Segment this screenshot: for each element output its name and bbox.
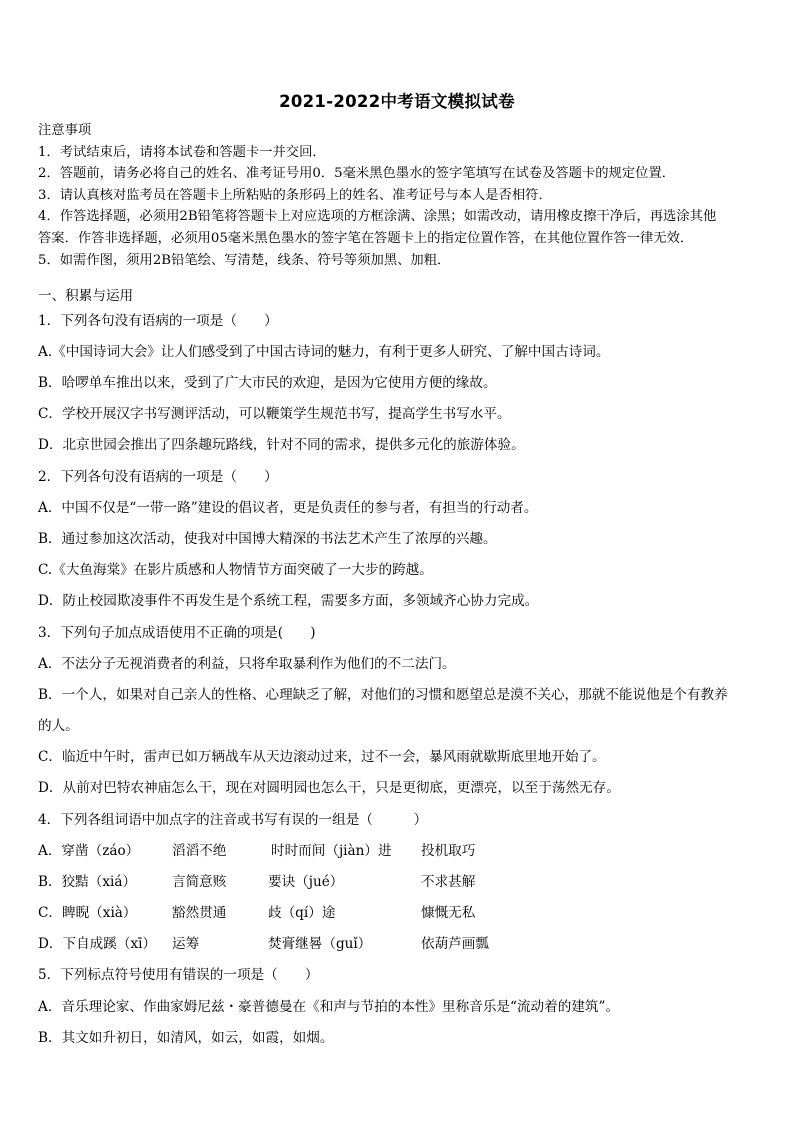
option-word: 运筹 [172,936,200,952]
option-word: 焚膏继晷（guǐ） [268,936,372,952]
option-word: B．狡黠（xiá） [38,874,137,890]
notice-block [38,120,768,271]
option-word: 豁然贯通 [172,905,227,921]
option-word: 要诀（jué） [268,874,344,890]
option-word: 时时而间（jiàn）进 [271,843,392,859]
section-heading: 一、积累与运用 [38,288,134,304]
question-2-option-a: A．中国不仅是“一带一路”建设的倡议者，更是负责任的参与者，有担当的行动者。 [38,500,538,516]
question-2-stem: 2．下列各句没有语病的一项是（ ） [38,469,278,485]
notice-item: 答案．作答非选择题，必须用05毫米黑色墨水的签字笔在答题卡上的指定位置作答，在其他位置作答一律无效． [38,230,694,246]
question-1-option-b: B．哈啰单车推出以来，受到了广大市民的欢迎，是因为它使用方便的缘故。 [38,375,497,391]
exam-title: 2021-2022中考语文模拟试卷 [279,92,515,111]
question-2-option-b: B．通过参加这次活动，使我对中国博大精深的书法艺术产生了浓厚的兴趣。 [38,531,497,547]
option-word: 依葫芦画瓢 [421,936,489,952]
question-1-option-d: D．北京世园会推出了四条趣玩路线，针对不同的需求，提供多元化的旅游体验。 [38,437,525,453]
question-1-option-a: A.《中国诗词大会》让人们感受到了中国古诗词的魅力，有利于更多人研究、了解中国古诗词。 [38,344,610,360]
question-5-stem: 5．下列标点符号使用有错误的一项是（ ） [38,967,319,983]
option-word: 慷慨无私 [421,905,476,921]
question-1-option-c: C．学校开展汉字书写测评活动，可以鞭策学生规范书写，提高学生书写水平。 [38,406,511,422]
question-3-option-b: B．一个人，如果对自己亲人的性格、心理缺乏了解，对他们的习惯和愿望总是漠不关心，那就不能说他是个有教养 [38,687,728,703]
question-1-stem: 1．下列各句没有语病的一项是（ ） [38,313,278,329]
question-4-stem: 4．下列各组词语中加点字的注音或书写有误的一组是（ ） [38,812,428,828]
question-3-option-c: C．临近中午时，雷声已如万辆战车从天边滚动过来，过不一会，暴风雨就歇斯底里地开始了。 [38,749,606,765]
option-word: 言简意赅 [172,874,227,890]
option-word: 滔滔不绝 [172,843,227,859]
notice-item: 3．请认真核对监考员在答题卡上所粘贴的条形码上的姓名、准考证号与本人是否相符． [38,187,552,203]
question-3-option-b-continued: 的人。 [38,718,79,734]
question-3-stem: 3．下列句子加点成语使用不正确的项是( ) [38,625,316,641]
question-3-option-d: D．从前对巴特农神庙怎么干，现在对圆明园也怎么干，只是更彻底，更漂亮，以至于荡然无存。 [38,780,620,796]
option-word: 不求甚解 [421,874,476,890]
notice-item: 4．作答选择题，必须用2B铅笔将答题卡上对应选项的方框涂满、涂黑；如需改动，请用橡皮擦干净后，再选涂其他 [38,209,717,225]
question-3-option-a: A．不法分子无视消费者的利益，只将牟取暴利作为他们的不二法门。 [38,656,456,672]
option-word: 投机取巧 [421,843,476,859]
notice-item: 1．考试结束后，请将本试卷和答题卡一并交回． [38,144,326,160]
question-5-option-a: A．音乐理论家、作曲家姆尼兹・豪普德曼在《和声与节拍的本性》里称音乐是“流动着的建筑”。 [38,999,620,1015]
option-word: A．穿凿（záo） [38,843,140,859]
option-word: C．睥睨（xià） [38,905,137,921]
notice-item: 5．如需作图，须用2B铅笔绘、写清楚，线条、符号等须加黑、加粗． [38,252,451,268]
question-2-option-c: C.《大鱼海棠》在影片质感和人物情节方面突破了一大步的跨越。 [38,562,433,578]
question-2-option-d: D．防止校园欺凌事件不再发生是个系统工程，需要多方面，多领域齐心协力完成。 [38,593,539,609]
option-word: 歧（qí）途 [268,905,336,921]
option-word: D．下自成蹊（xī） [38,936,157,952]
question-5-option-b: B．其文如升初日，如清风，如云，如霞，如烟。 [38,1030,334,1046]
notice-item: 2．答题前，请务必将自己的姓名、准考证号用0．5毫米黑色墨水的签字笔填写在试卷及答题卡的规定位置． [38,166,676,182]
notice-heading: 注意事项 [38,123,92,138]
